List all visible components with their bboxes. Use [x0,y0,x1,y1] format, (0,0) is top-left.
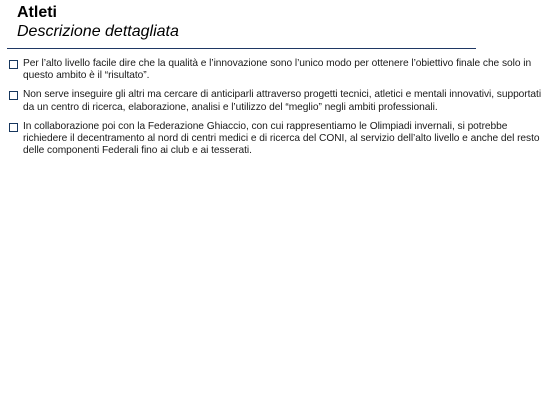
checkbox-square-icon [9,60,18,69]
slide-subtitle: Descrizione dettagliata [17,23,179,40]
bullet-text: In collaborazione poi con la Federazione Ghiaccio, con cui rappresentiamo le Olimpiadi invernali, si potrebbe richiedere il decentramento al nord di centri medici e di ricerca del CONI, al servizio dell’alto livello e anche del resto delle componenti Federali fino ai club e ai tesserati. [23,120,540,157]
bullet-text: Per l’alto livello facile dire che la qualità e l’innovazione sono l’unico modo per ottenere l’obiettivo finale che solo in questo ambito è il “risultato”. [23,58,532,82]
slide-title: Atleti [17,4,57,21]
checkbox-square-icon [9,123,18,132]
bullet-list [8,58,548,164]
bullet-item [8,121,548,158]
bullet-item [8,89,548,113]
bullet-text: Non serve inseguire gli altri ma cercare di anticiparli attraverso progetti tecnici, atletici e mentali innovativi, supportati da un centro di ricerca, elaborazione, analisi e l’utilizzo del “meglio” negli ambiti professionali. [23,89,542,113]
checkbox-square-icon [9,91,18,100]
title-divider [7,48,476,49]
bullet-item [8,58,548,82]
